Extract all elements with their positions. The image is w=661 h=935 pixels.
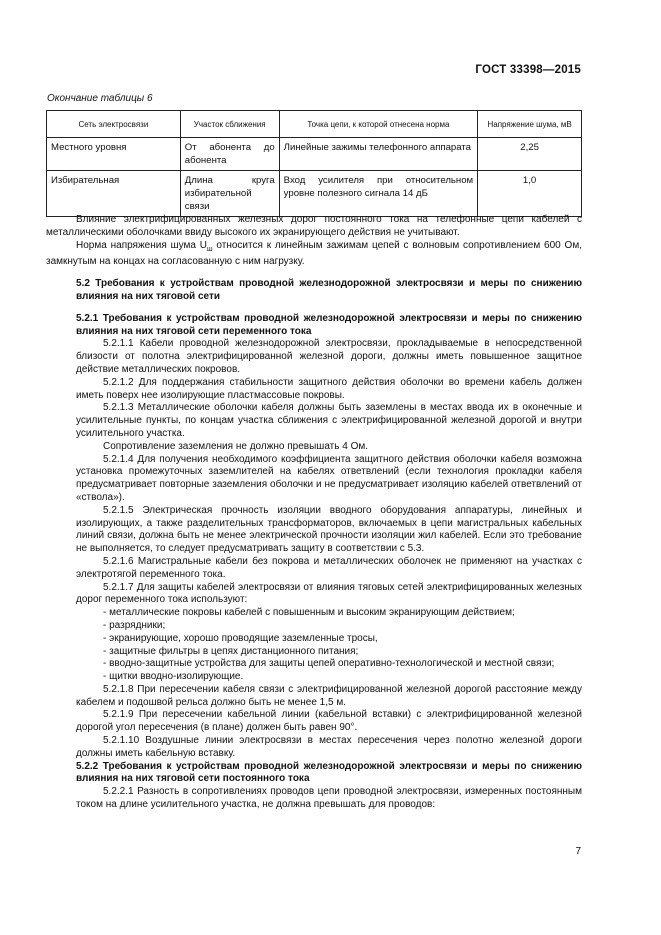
paragraph: 5.2.1.6 Магистральные кабели без покрова и металлических оболочек не применяют на участках с электротягой переменного тока. (76, 555, 582, 580)
paragraph: 5.2.1.9 При пересечении кабельной линии (кабельной вставки) с электрифицированной железной дорогой угол пересечения (в плане) должен быть равен 90°. (76, 709, 582, 734)
section-heading: 5.2.2 Требования к устройствам проводной железнодорожной электросвязи и меры по снижению влияния на них тяговой сети постоянного тока (76, 760, 582, 785)
subscript: ш (206, 245, 213, 253)
paragraph: 5.2.1.5 Электрическая прочность изоляции вводного оборудования аппаратуры, линейных и изолирующих, а также разделительных трансформаторов, включаемых в цепи магистральных кабельных линий связи, должна быть не менее электрической прочности изоляции жил кабелей. Если это требование не выполняется, то следует предусматривать защиту в соответствии с 5.3. (76, 504, 582, 555)
list-item: - металлические покровы кабелей с повышенным и высоким экранирующим действием; (103, 607, 515, 619)
table-cell: 2,25 (478, 138, 582, 171)
paragraph: Влияние электрифицированных железных дорог постоянного тока на телефонные цепи кабелей с металлическими оболочками ввиду высокого их экранирующего действия не учитывают. (46, 214, 582, 238)
table-cell: Длина круга избирательной связи (180, 171, 279, 217)
paragraph: 5.2.1.1 Кабели проводной железнодорожной электросвязи, прокладываемые в непосредственной близости от полотна электрифицированной железной дороги, должны иметь повышенное защитное действие металлических покровов. (76, 338, 582, 375)
document-id: ГОСТ 33398—2015 (475, 64, 581, 76)
table-row (47, 138, 582, 171)
table-cell: Вход усилителя при относительном уровне полезного сигнала 14 дБ (279, 171, 478, 217)
table-cell: Избирательная (47, 171, 181, 217)
section-heading: 5.2.1 Требования к устройствам проводной железнодорожной электросвязи и меры по снижению влияния на них тяговой сети переменного тока (76, 312, 582, 337)
paragraph: Сопротивление заземления не должно превышать 4 Ом. (103, 440, 369, 452)
paragraph: 5.2.1.2 Для поддержания стабильности защитного действия оболочки во времени кабель должен иметь поверх нее изолирующие пластмассовые покровы. (76, 376, 582, 401)
table-header-cell: Напряжение шума, мВ (478, 111, 582, 138)
page-number: 7 (575, 846, 581, 857)
list-item: - вводно-защитные устройства для защиты цепей оперативно-технологической и местной связи; (103, 658, 555, 670)
paragraph: 5.2.1.7 Для защиты кабелей электросвязи от влияния тяговых сетей электрифицированных железных дорог переменного тока используют: (76, 581, 582, 606)
paragraph (46, 240, 582, 270)
table-cell: 1,0 (478, 171, 582, 217)
paragraph: 5.2.1.10 Воздушные линии электросвязи в местах пересечения через полотно железной дороги должны иметь кабельную вставку. (76, 735, 582, 759)
list-item: - защитные фильтры в цепях дистанционного питания; (103, 645, 359, 657)
list-item: - экранирующие, хорошо проводящие заземленные тросы, (103, 632, 378, 644)
table-cell: От абонента до абонента (180, 138, 279, 171)
table-header-cell: Точка цепи, к которой отнесена норма (279, 111, 478, 138)
paragraph: 5.2.1.3 Металлические оболочки кабеля должны быть заземлены в местах ввода их в оконечные и усилительные пункты, по концам участка сближения с электрифицированной железной дорогой и внутри усилительного участка. (76, 402, 582, 439)
table-caption: Окончание таблицы 6 (47, 93, 153, 104)
list-item: - разрядники; (103, 619, 166, 631)
section-heading: 5.2 Требования к устройствам проводной железнодорожной электросвязи и меры по снижению влияния на них тяговой сети (76, 278, 582, 302)
table-header-cell: Сеть электросвязи (47, 111, 181, 138)
list-item: - щитки вводно-изолирующие. (103, 671, 244, 683)
table-row (47, 171, 582, 217)
table-header-row (47, 111, 582, 138)
paragraph: 5.2.1.4 Для получения необходимого коэффициента защитного действия оболочки кабеля возможна установка промежуточных заземлителей на кабелях ответвлений (если технология прокладки кабеля предусматривает повторные заземления оболочки и не предусматривает изоляцию кабелей ответвлений от «ствола»). (76, 453, 582, 503)
table-cell: Линейные зажимы телефонного аппарата (279, 138, 478, 171)
table-6 (46, 110, 582, 217)
table-header-cell: Участок сближения (180, 111, 279, 138)
paragraph-part: относится к линейным зажимам цепей с волновым сопротивлением 600 Ом, замкнутым на концах на согласованную с ним нагрузку. (46, 239, 582, 268)
paragraph: 5.2.1.8 При пересечении кабеля связи с электрифицированной железной дорогой расстояние между кабелем и подошвой рельса должно быть не менее 1,5 м. (76, 683, 582, 708)
document-body (46, 214, 582, 812)
paragraph-part: Норма напряжения шума U (76, 239, 207, 251)
paragraph: 5.2.2.1 Разность в сопротивлениях проводов цепи проводной электросвязи, измеренных постоянным током на длине усилительного участка, не должна превышать для проводов: (76, 786, 582, 811)
table-cell: Местного уровня (47, 138, 181, 171)
